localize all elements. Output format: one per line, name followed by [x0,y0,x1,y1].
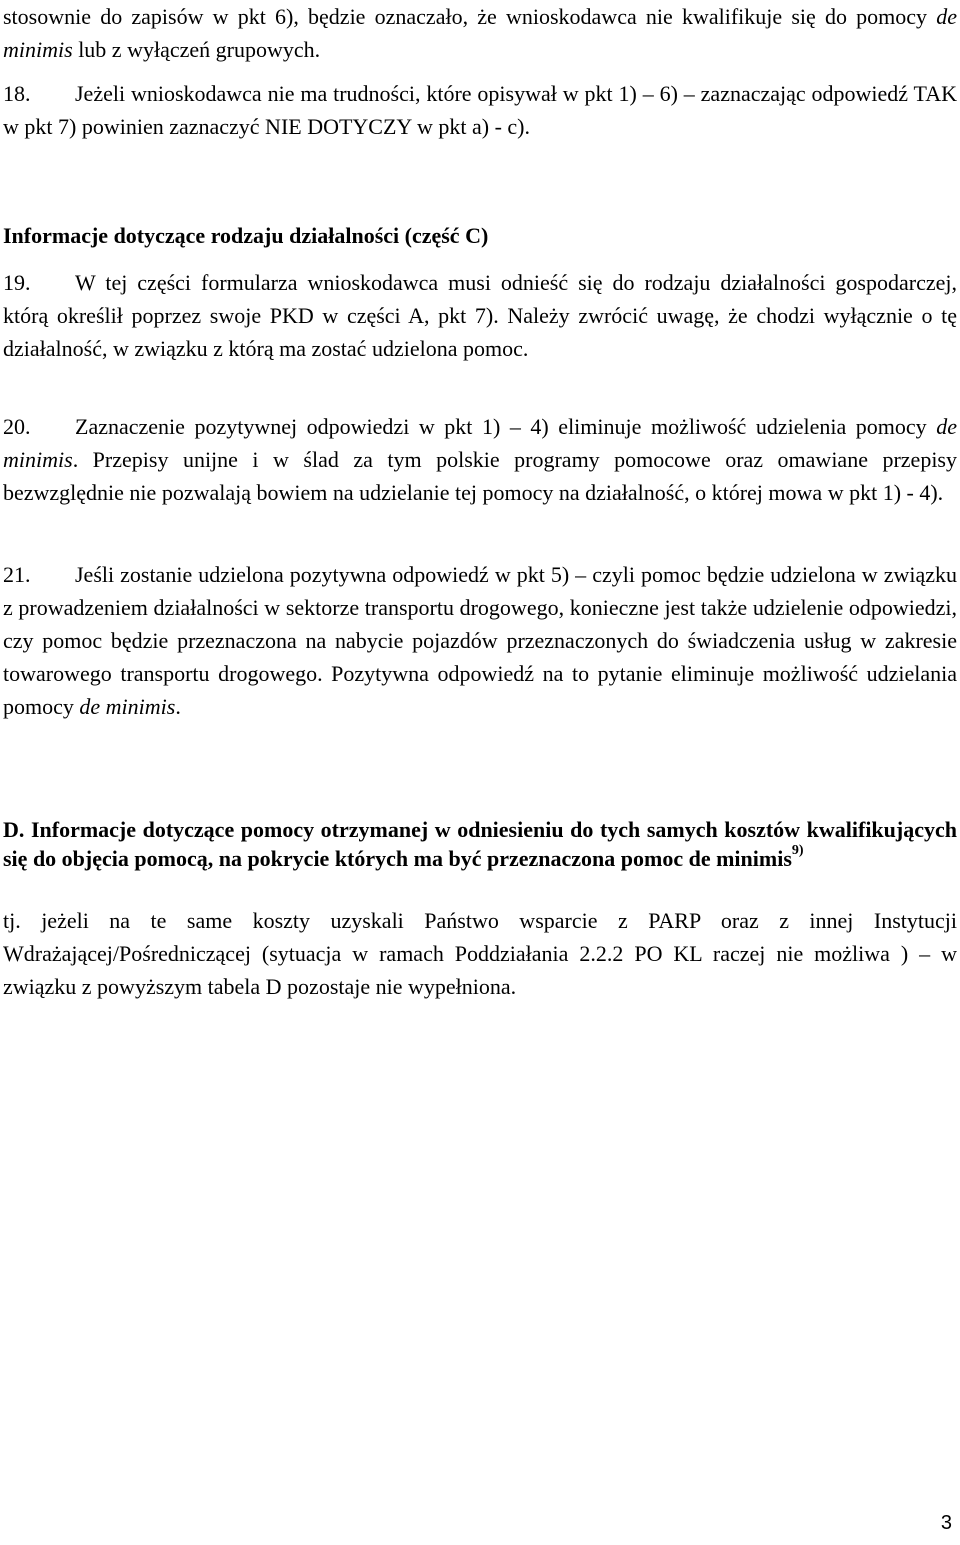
intro-text-2: lub z wyłączeń grupowych. [72,37,321,62]
item-18-text: Jeżeli wnioskodawca nie ma trudności, które opisywał w pkt 1) – 6) – zaznaczając odpowiedź TAK w pkt 7) powinien zaznaczyć NIE DOTYCZY w pkt a) - c). [3,81,957,139]
item-19-number: 19. [3,270,31,295]
item-19-paragraph [3,266,957,365]
item-20-paragraph [3,410,957,509]
item-21-italic-term: de minimis [79,694,176,719]
item-20-number: 20. [3,414,31,439]
section-d-heading [3,815,957,873]
footnote-reference[interactable]: 9) [791,843,804,858]
intro-text-1: stosownie do zapisów w pkt 6), będzie oznaczało, że wnioskodawca nie kwalifikuje się do pomocy [3,4,937,29]
item-20-text-2: . Przepisy unijne i w ślad za tym polskie programy pomocowe oraz omawiane przepisy bezwzględnie nie pozwalają bowiem na udzielanie tej pomocy na działalność, o której mowa w pkt 1) - 4). [3,447,957,505]
item-18-paragraph [3,77,957,143]
intro-paragraph [3,0,957,66]
section-d-heading-text: D. Informacje dotyczące pomocy otrzymanej w odniesieniu do tych samych kosztów kwalifikujących się do objęcia pomocą, na pokrycie których ma być przeznaczona pomoc de minimis [3,817,957,871]
intro-italic-term: de minimis [3,4,957,62]
item-20-italic-term: de minimis [3,414,957,472]
section-c-heading: Informacje dotyczące rodzaju działalności (część C) [3,223,489,248]
item-21-text-2: . [175,694,181,719]
item-19-text: W tej części formularza wnioskodawca musi odnieść się do rodzaju działalności gospodarczej, którą określił poprzez swoje PKD w części A, pkt 7). Należy zwrócić uwagę, że chodzi wyłącznie o tę działalność, w związku z którą ma zostać udzielona pomoc. [3,270,957,361]
item-21-text-1: Jeśli zostanie udzielona pozytywna odpowiedź w pkt 5) – czyli pomoc będzie udzielona w związku z prowadzeniem działalności w sektorze transportu drogowego, konieczne jest także udzielenie odpowiedzi, czy pomoc będzie przeznaczona na nabycie pojazdów przeznaczonych do świadczenia usług w zakresie towarowego transportu drogowego. Pozytywna odpowiedź na to pytanie eliminuje możliwość udzielania pomocy [3,562,957,719]
item-21-number: 21. [3,562,31,587]
section-d-body: tj. jeżeli na te same koszty uzyskali Państwo wsparcie z PARP oraz z innej Instytucji Wdrażającej/Pośredniczącej (sytuacja w ramach Poddziałania 2.2.2 PO KL raczej nie możliwa ) – w związku z powyższym tabela D pozostaje nie wypełniona. [3,908,957,999]
item-21-paragraph [3,558,957,723]
item-18-number: 18. [3,81,31,106]
page-number: 3 [940,1512,952,1534]
item-20-text-1: Zaznaczenie pozytywnej odpowiedzi w pkt 1) – 4) eliminuje możliwość udzielenia pomocy [75,414,937,439]
